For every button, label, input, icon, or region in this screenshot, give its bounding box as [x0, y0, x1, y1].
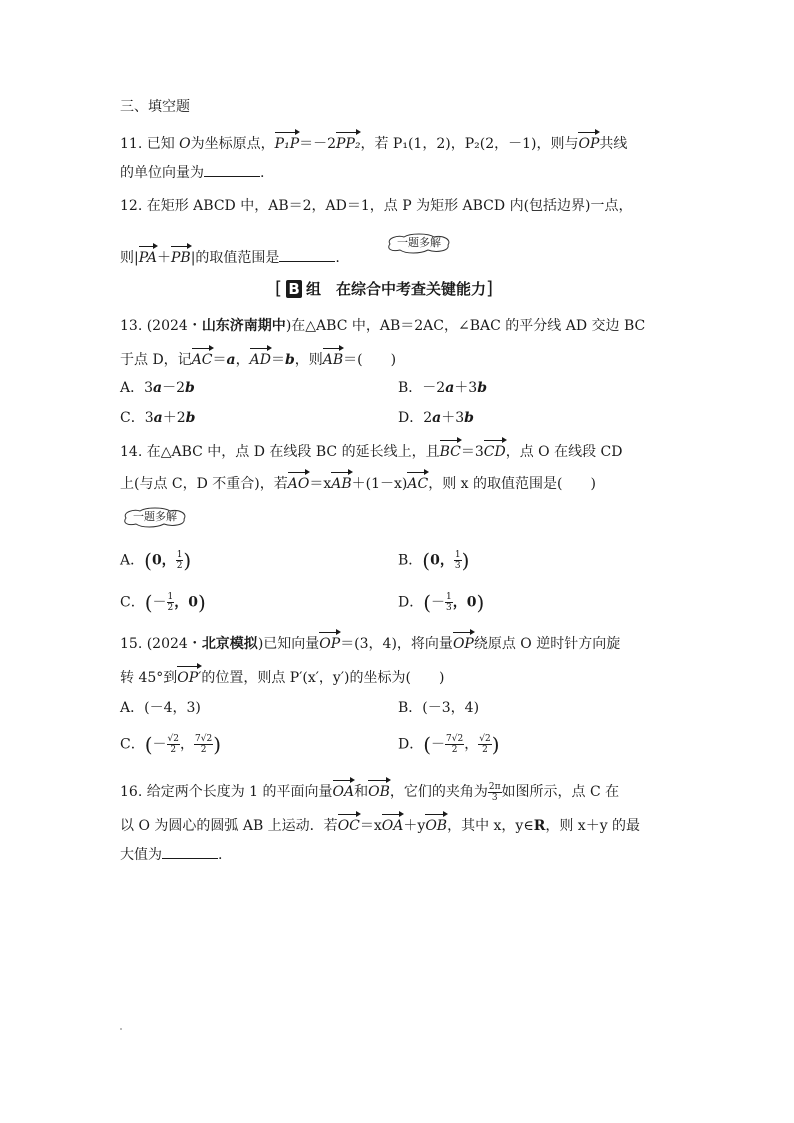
q13-option-d[interactable]: [398, 408, 474, 428]
group-letter-badge: B: [286, 280, 302, 298]
denominator: 3: [454, 561, 461, 571]
vector-b: b: [477, 380, 487, 396]
paren: ): [198, 590, 206, 615]
section-title: 三、填空题: [120, 99, 190, 115]
paren: (: [144, 590, 153, 615]
numerator: 1: [454, 550, 461, 560]
vector: OA: [382, 812, 404, 836]
q15-text: ＝(3，4)，将向量: [340, 636, 453, 652]
numerator: 1: [446, 592, 452, 602]
q14-text: 14. 在△ABC 中，点 D 在线段 BC 的延长线上，且: [120, 444, 440, 460]
q12-line-1: 12. 在矩形 ABCD 中，AB＝2，AD＝1，点 P 为矩形 ABCD 内(包括边界)一点，: [120, 198, 633, 214]
q11-text: O: [179, 136, 191, 152]
answer-blank[interactable]: [162, 844, 218, 859]
q11-text: ＝－2: [299, 136, 337, 152]
numerator: √2: [167, 734, 179, 744]
option-label: D．: [398, 736, 424, 753]
denominator: 2: [170, 745, 177, 755]
vector: AB: [323, 346, 343, 370]
real-set-symbol: R: [533, 818, 546, 834]
vector: OB: [368, 778, 390, 802]
q16-line-1: [120, 778, 619, 803]
option-label: C．3: [120, 410, 154, 426]
scan-speck: [120, 1028, 122, 1030]
q13-text: ，则: [294, 352, 323, 368]
q11-line-1: [120, 130, 627, 154]
vector: OB: [425, 812, 447, 836]
q14-text: ＋(1－x): [351, 476, 408, 492]
numerator: 1: [176, 550, 183, 560]
q15-line-1: [120, 630, 620, 654]
fraction: [167, 734, 180, 755]
q15-option-c[interactable]: [120, 734, 221, 755]
q15-text: 绕原点 O 逆时针方向旋: [473, 636, 621, 652]
vector: PA: [139, 244, 157, 268]
fraction: [488, 782, 502, 803]
q14-text: 上(与点 C，D 不重合)，若: [120, 476, 288, 492]
option-label: A．: [120, 552, 145, 569]
q11-text: 的单位向量为: [120, 165, 204, 181]
vector: AC: [192, 346, 213, 370]
vector-a: a: [153, 410, 163, 426]
vector: OP′: [177, 664, 201, 688]
option-label: C．: [120, 736, 145, 753]
option-text: ＋2: [162, 410, 186, 426]
q14-line-2: [120, 470, 596, 494]
vector: CD: [484, 438, 506, 462]
q11-text: 11. 已知: [120, 136, 180, 152]
paren: (: [144, 732, 153, 757]
q13-text: ＝( ): [343, 352, 397, 368]
q16-text: ＝x: [359, 818, 382, 834]
option-text: ，0: [452, 594, 477, 611]
q13-option-a[interactable]: [120, 378, 195, 398]
vector-b: b: [185, 410, 196, 426]
paren: (: [423, 590, 432, 615]
option-text: ，0: [174, 594, 199, 611]
q11-line-2: [120, 162, 264, 183]
vector: P₁P: [275, 130, 299, 154]
vector-b: b: [185, 380, 195, 396]
q11-text: .: [260, 165, 265, 181]
q16-text: 和: [354, 784, 369, 800]
q16-text: 16. 给定两个长度为 1 的平面向量: [120, 784, 333, 800]
option-text: －: [152, 736, 167, 753]
q14-option-d[interactable]: [398, 592, 484, 613]
q12-text: .: [335, 250, 340, 266]
q16-text: 如图所示，点 C 在: [501, 784, 620, 800]
badge-label: 一题多解: [397, 236, 441, 249]
q14-text: ，则 x 的取值范围是( ): [428, 476, 596, 492]
q14-text: ，点 O 在线段 CD: [505, 444, 623, 460]
numerator: 1: [167, 592, 174, 602]
q13-text: 13. (2024・: [120, 318, 202, 334]
vector-a: a: [153, 380, 163, 396]
denominator: 2: [451, 745, 458, 755]
fraction: [194, 734, 213, 755]
q13-text: ＝: [270, 352, 285, 368]
q15-option-d[interactable]: [398, 734, 500, 755]
q15-text: 15. (2024・: [120, 636, 202, 652]
q14-option-c[interactable]: [120, 592, 206, 613]
option-label: D．: [398, 594, 424, 611]
answer-blank[interactable]: [204, 162, 260, 177]
option-text: 0，: [430, 552, 454, 569]
denominator: 2: [176, 561, 183, 571]
denominator: 2: [167, 603, 174, 613]
q13-option-b[interactable]: [398, 378, 487, 398]
option-label: D．2: [398, 410, 433, 426]
q13-line-2: [120, 346, 396, 370]
paren: (: [423, 732, 432, 757]
vector-b: b: [464, 410, 474, 426]
q13-text: 于点 D，记: [120, 352, 192, 368]
fraction: [445, 734, 464, 755]
q15-line-2: [120, 664, 444, 688]
bracket: [: [275, 278, 283, 299]
vector: OP: [578, 130, 599, 154]
option-text: －: [431, 594, 446, 611]
denominator: 3: [446, 603, 452, 613]
q14-option-a[interactable]: [120, 550, 191, 571]
group-b-title: [275, 278, 493, 299]
q12-text: ＋: [156, 250, 171, 266]
option-label: B．: [398, 552, 423, 569]
vector: PP₂: [336, 130, 360, 154]
badge-label: 一题多解: [133, 510, 177, 523]
option-label: B．－2: [398, 380, 446, 396]
denominator: 2: [482, 745, 488, 755]
denominator: 2: [200, 745, 207, 755]
vector: OC: [338, 812, 360, 836]
bracket: ]: [486, 278, 494, 299]
q11-text: 共线: [599, 136, 628, 152]
q15-option-a[interactable]: A．(－4，3): [120, 700, 201, 716]
vector: AC: [407, 470, 428, 494]
q13-source: 山东济南期中: [201, 318, 286, 334]
paren: ): [213, 732, 221, 757]
q16-text: ，它们的夹角为: [389, 784, 488, 800]
q14-text: ＝x: [309, 476, 332, 492]
vector: OA: [333, 778, 355, 802]
q16-text: ，其中 x，y∈: [447, 818, 534, 834]
q13-text: ＝: [212, 352, 227, 368]
vector: BC: [440, 438, 461, 462]
paren: ): [476, 590, 485, 615]
q16-text: ，则 x＋y 的最: [545, 818, 641, 834]
option-text: －: [152, 594, 167, 611]
q14-option-b[interactable]: [398, 550, 469, 571]
option-text: ＋3: [441, 410, 465, 426]
vector: OP: [319, 630, 340, 654]
numerator: 7√2: [195, 734, 213, 744]
vector-a: a: [445, 380, 455, 396]
q13-option-c[interactable]: [120, 408, 195, 428]
q14-text: ＝3: [460, 444, 484, 460]
q16-text: 大值为: [120, 847, 162, 863]
fraction: [478, 734, 491, 755]
q16-text: 以 O 为圆心的圆弧 AB 上运动．若: [120, 818, 338, 834]
q13-text: ，: [235, 352, 250, 368]
paren: ): [183, 548, 192, 573]
q12-text: |的取值范围是: [190, 250, 280, 266]
paren: (: [144, 548, 152, 573]
option-text: 0，: [151, 552, 176, 569]
option-label: C．: [120, 594, 145, 611]
q11-text: 为坐标原点，: [190, 136, 275, 152]
q13-text: )在△ABC 中，AB＝2AC，∠BAC 的平分线 AD 交边 BC: [285, 318, 646, 334]
paren: (: [422, 548, 431, 573]
q16-line-3: [120, 844, 222, 865]
vector: OP: [453, 630, 474, 654]
option-text: －2: [162, 380, 186, 396]
fraction: [445, 592, 453, 613]
option-text: ＋3: [454, 380, 478, 396]
q11-text: ，若 P₁(1，2)，P₂(2，－1)，则与: [360, 136, 579, 152]
vector: AB: [331, 470, 351, 494]
vector: AD: [250, 346, 271, 370]
denominator: 3: [491, 792, 498, 803]
option-text: ，: [180, 736, 194, 753]
q15-source: 北京模拟: [201, 636, 258, 652]
option-label: A．3: [120, 380, 154, 396]
option-text: －: [431, 736, 446, 753]
fraction: [454, 550, 462, 571]
q15-text: 转 45°到: [120, 670, 178, 686]
vector: AO: [288, 470, 310, 494]
q15-text: 的位置，则点 P′(x′，y′)的坐标为( ): [201, 670, 445, 686]
q12-text: 则|: [120, 250, 139, 266]
vector-a: a: [226, 352, 236, 368]
q15-text: )已知向量: [257, 636, 320, 652]
q15-option-b[interactable]: B．(－3，4): [398, 700, 480, 716]
numerator: 7√2: [446, 734, 464, 744]
vector-b: b: [284, 352, 295, 368]
group-label: 组 在综合中考查关键能力: [306, 280, 487, 298]
q16-line-2: [120, 812, 640, 836]
option-text: ，: [464, 736, 479, 753]
q12-line-2: [120, 244, 340, 268]
paren: ): [491, 732, 500, 757]
multi-solution-badge[interactable]: [384, 232, 454, 254]
q16-text: ＋y: [403, 818, 426, 834]
q14-line-1: [120, 438, 622, 462]
q16-text: .: [218, 847, 223, 863]
numerator: √2: [479, 734, 491, 744]
vector-a: a: [432, 410, 442, 426]
numerator: 2π: [488, 781, 501, 792]
multi-solution-badge[interactable]: [120, 506, 190, 528]
vector: PB: [171, 244, 191, 268]
q13-line-1: [120, 316, 645, 336]
answer-blank[interactable]: [279, 247, 335, 262]
paren: ): [461, 548, 470, 573]
